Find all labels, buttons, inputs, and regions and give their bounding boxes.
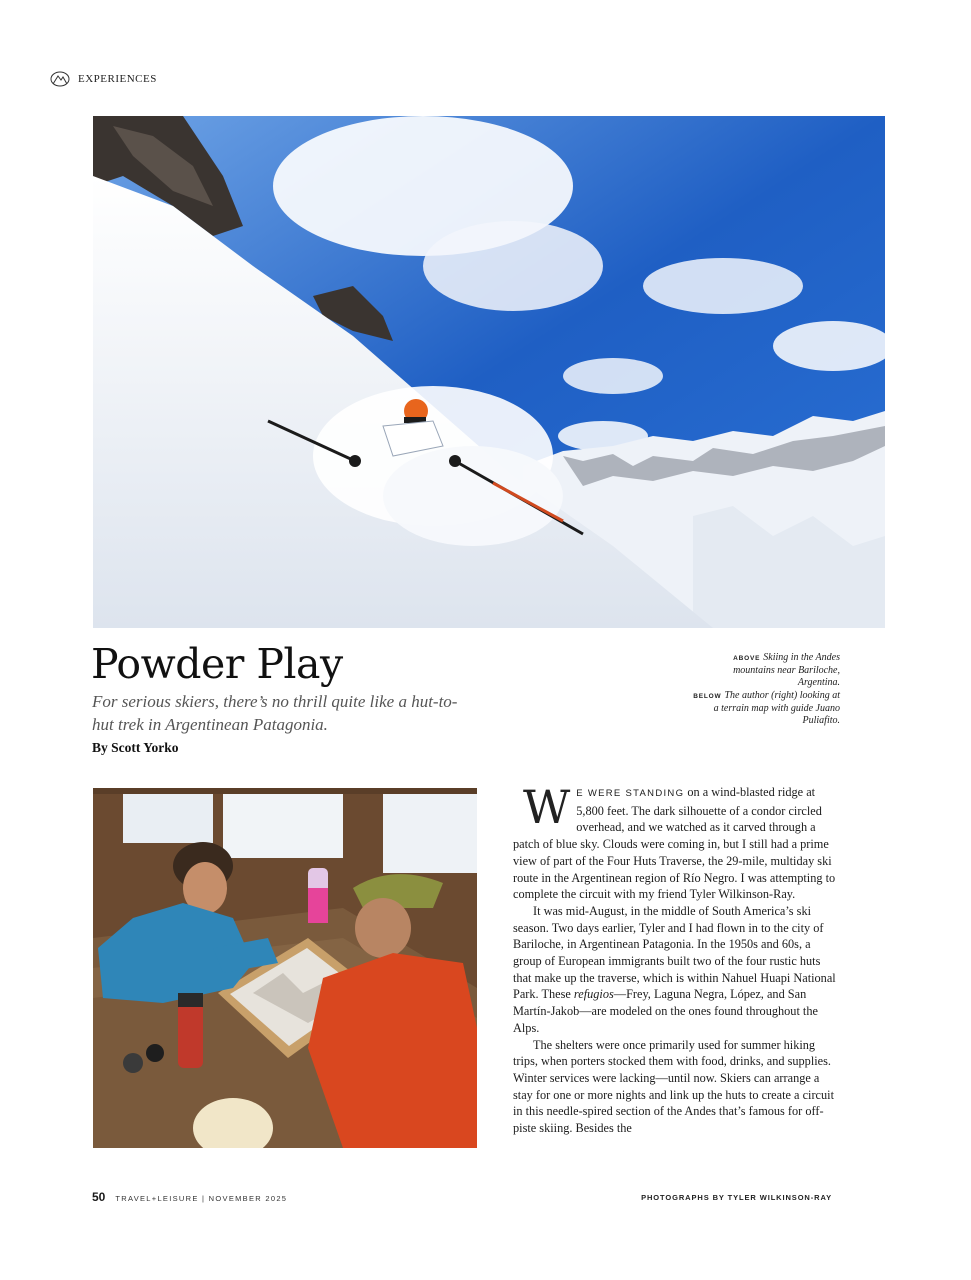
section-tag bbox=[50, 71, 157, 87]
paragraph-2-text-a: It was mid-August, in the middle of South America’s ski season. Two days earlier, Tyler and I had flown in to the city of Bariloche, in Argentinean Patagonia. In the 1950s and 60s, a group of European immigrants built two of the four rustic huts that make up the traverse, which is within Nahuel Huapi National Park. These bbox=[513, 903, 836, 1002]
caption-below bbox=[690, 690, 840, 728]
page-footer bbox=[92, 1190, 287, 1204]
caption-above bbox=[690, 652, 840, 690]
paragraph-1 bbox=[513, 780, 841, 903]
mountain-icon bbox=[50, 71, 70, 87]
drop-cap: W bbox=[523, 780, 571, 834]
paragraph-2-text-b: —Frey, Laguna Negra, López, and San Martín-Jakob—are modeled on the ones found throughout the Alps. bbox=[513, 987, 818, 1035]
caption-below-text: The author (right) looking at a terrain map with guide Juano Puliafito. bbox=[713, 689, 840, 727]
paragraph-2 bbox=[513, 903, 841, 1037]
hut-photo-terrain-map bbox=[93, 788, 477, 1148]
folio: TRAVEL+LEISURE | NOVEMBER 2025 bbox=[115, 1194, 288, 1203]
page-number: 50 bbox=[92, 1190, 106, 1204]
paragraph-3: The shelters were once primarily used for summer hiking trips, when porters stocked them with food, drinks, and supplies. Winter services were lacking—until now. Skiers can arrange a stay for one or more nights and link up the huts to create a circuit in this needle-spired section of the Andes that’s famous for off-piste skiing. Besides the bbox=[513, 1037, 834, 1136]
hero-photo-skier bbox=[93, 116, 885, 628]
caption-above-label: ABOVE bbox=[733, 655, 761, 662]
photo-credit: PHOTOGRAPHS BY TYLER WILKINSON-RAY bbox=[641, 1193, 832, 1202]
article-dek: For serious skiers, there’s no thrill quite like a hut-to-hut trek in Argentinean Patagonia. bbox=[92, 692, 458, 734]
article-body bbox=[513, 780, 841, 1137]
photo-captions bbox=[690, 652, 840, 727]
caption-below-label: BELOW bbox=[693, 692, 722, 700]
paragraph-2-emphasis: refugios bbox=[573, 987, 614, 1002]
section-label: EXPERIENCES bbox=[78, 73, 157, 85]
lead-in: E WERE STANDING bbox=[576, 788, 685, 799]
byline: By Scott Yorko bbox=[92, 740, 179, 755]
paragraph-1-text: on a wind-blasted ridge at 5,800 feet. The dark silhouette of a condor circled overhead, and we watched as it carved through a patch of blue sky. Clouds were coming in, but I still had a prime view of part of the Four Huts Traverse, the 29-mile, multiday ski route in the Argentinean region of Río Negro. I was attempting to complete the circuit with my friend Tyler Wilkinson-Ray. bbox=[513, 785, 836, 902]
caption-above-text: Skiing in the Andes mountains near Bariloche, Argentina. bbox=[733, 652, 840, 689]
article-title: Powder Play bbox=[91, 640, 343, 688]
